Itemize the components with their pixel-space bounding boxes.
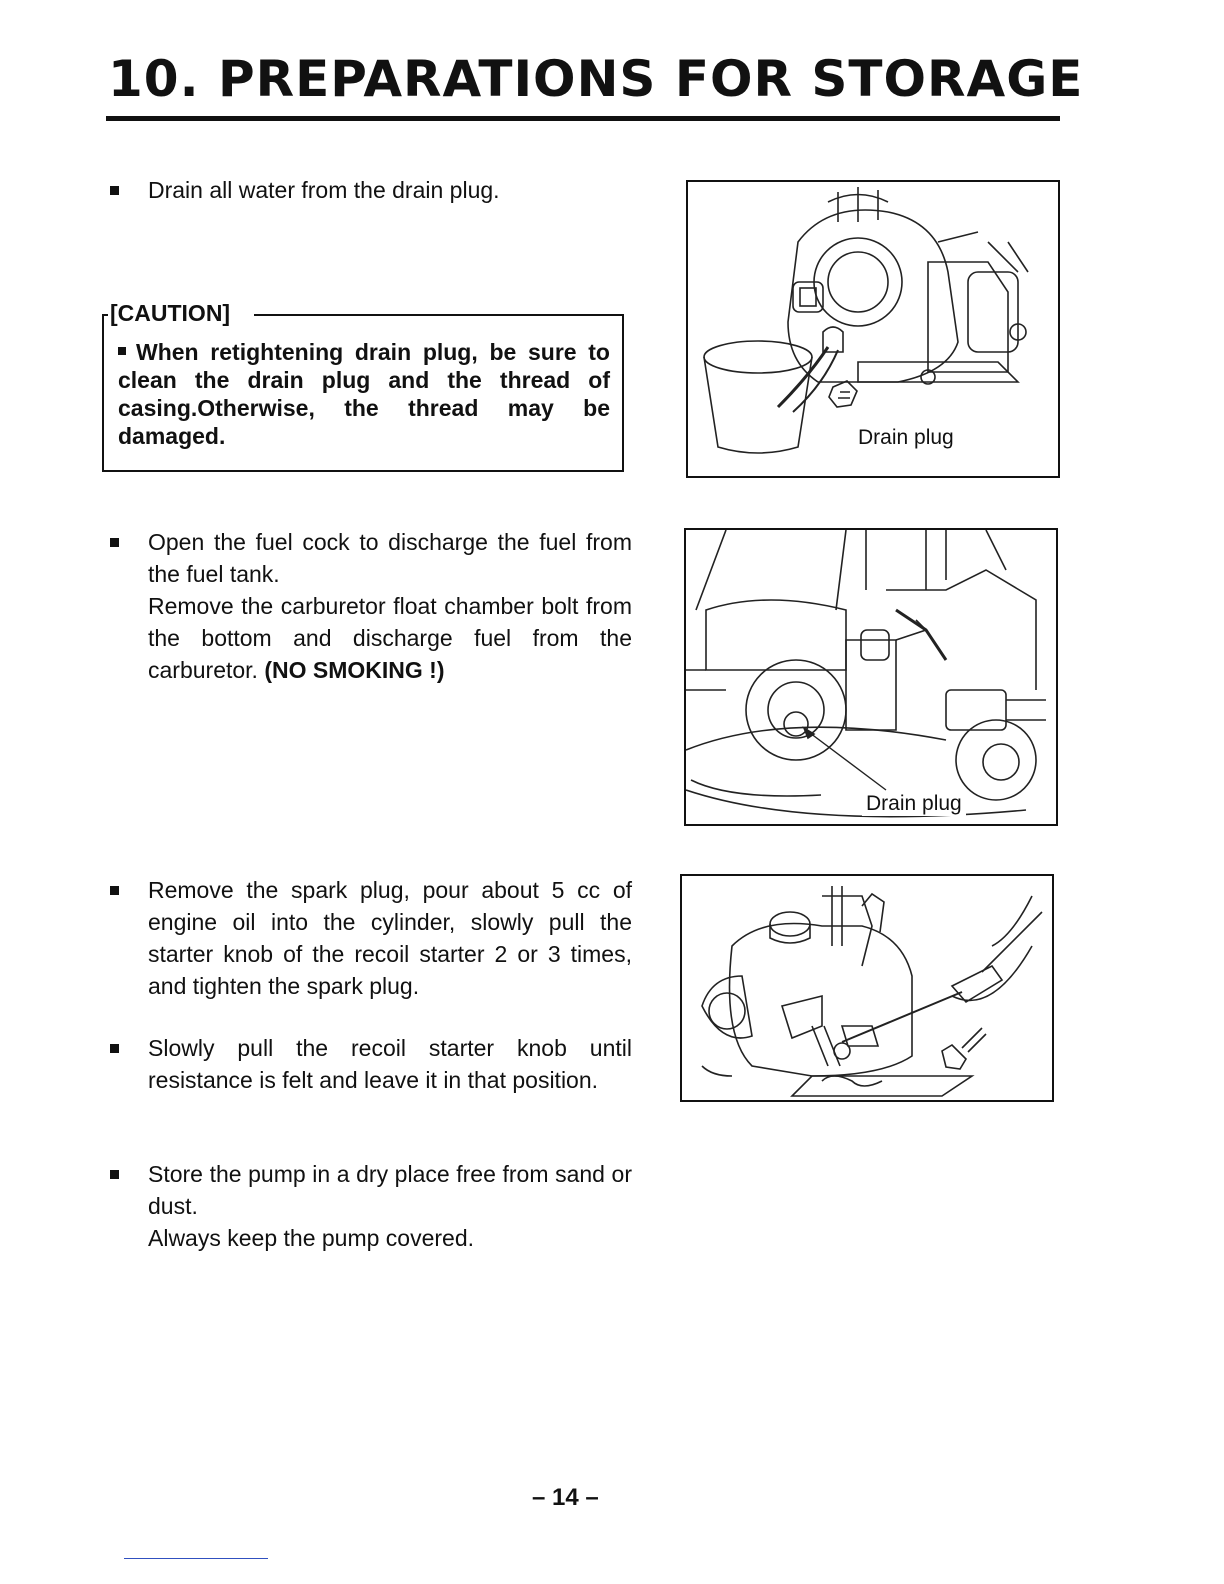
figure-oil-injection-spark-plug <box>680 874 1054 1102</box>
bullet-square-icon <box>110 1044 119 1053</box>
bullet-item-store-pump <box>110 1158 632 1254</box>
caution-text: When retightening drain plug, be sure to clean the drain plug and the thread of casing.Otherwise, the thread may be damaged. <box>118 339 610 449</box>
footer-rule <box>124 1558 268 1559</box>
title-underline <box>106 116 1060 121</box>
bullet-text: Remove the carburetor float chamber bolt from the bottom and discharge fuel from the carburetor. <box>148 593 632 683</box>
oil-spark-plug-illustration <box>682 876 1052 1100</box>
carburetor-illustration <box>686 530 1056 824</box>
caution-text-block <box>118 338 610 450</box>
bullet-item-discharge-fuel <box>110 526 632 686</box>
bullet-square-icon <box>110 886 119 895</box>
bullet-square-icon <box>110 186 119 195</box>
figure-caption: Drain plug <box>854 426 958 450</box>
bullet-text: Remove the spark plug, pour about 5 cc of engine oil into the cylinder, slowly pull the starter knob of the recoil starter 2 or 3 times, and tighten the spark plug. <box>148 877 632 999</box>
bullet-item-spark-plug-oil <box>110 874 632 1002</box>
bullet-item-drain-water <box>110 174 630 206</box>
bullet-square-icon <box>110 538 119 547</box>
bullet-text: Store the pump in a dry place free from sand or dust. <box>148 1161 632 1219</box>
figure-carburetor-drain <box>684 528 1058 826</box>
no-smoking-warning: (NO SMOKING !) <box>264 657 445 683</box>
figure-drain-water <box>686 180 1060 478</box>
bullet-text: Always keep the pump covered. <box>148 1225 475 1251</box>
figure-caption: Drain plug <box>862 792 966 816</box>
page-number: – 14 – <box>532 1484 599 1511</box>
bullet-text: Slowly pull the recoil starter knob until resistance is felt and leave it in that position. <box>148 1035 632 1093</box>
page-title: 10. PREPARATIONS FOR STORAGE <box>108 50 1084 108</box>
caution-box <box>102 300 624 472</box>
caution-label: [CAUTION] <box>110 300 231 326</box>
caution-bullet-icon <box>118 347 126 355</box>
bullet-square-icon <box>110 1170 119 1179</box>
bullet-text: Drain all water from the drain plug. <box>148 177 500 203</box>
bullet-text: Open the fuel cock to discharge the fuel from the fuel tank. <box>148 529 632 587</box>
bullet-item-recoil-starter <box>110 1032 632 1096</box>
